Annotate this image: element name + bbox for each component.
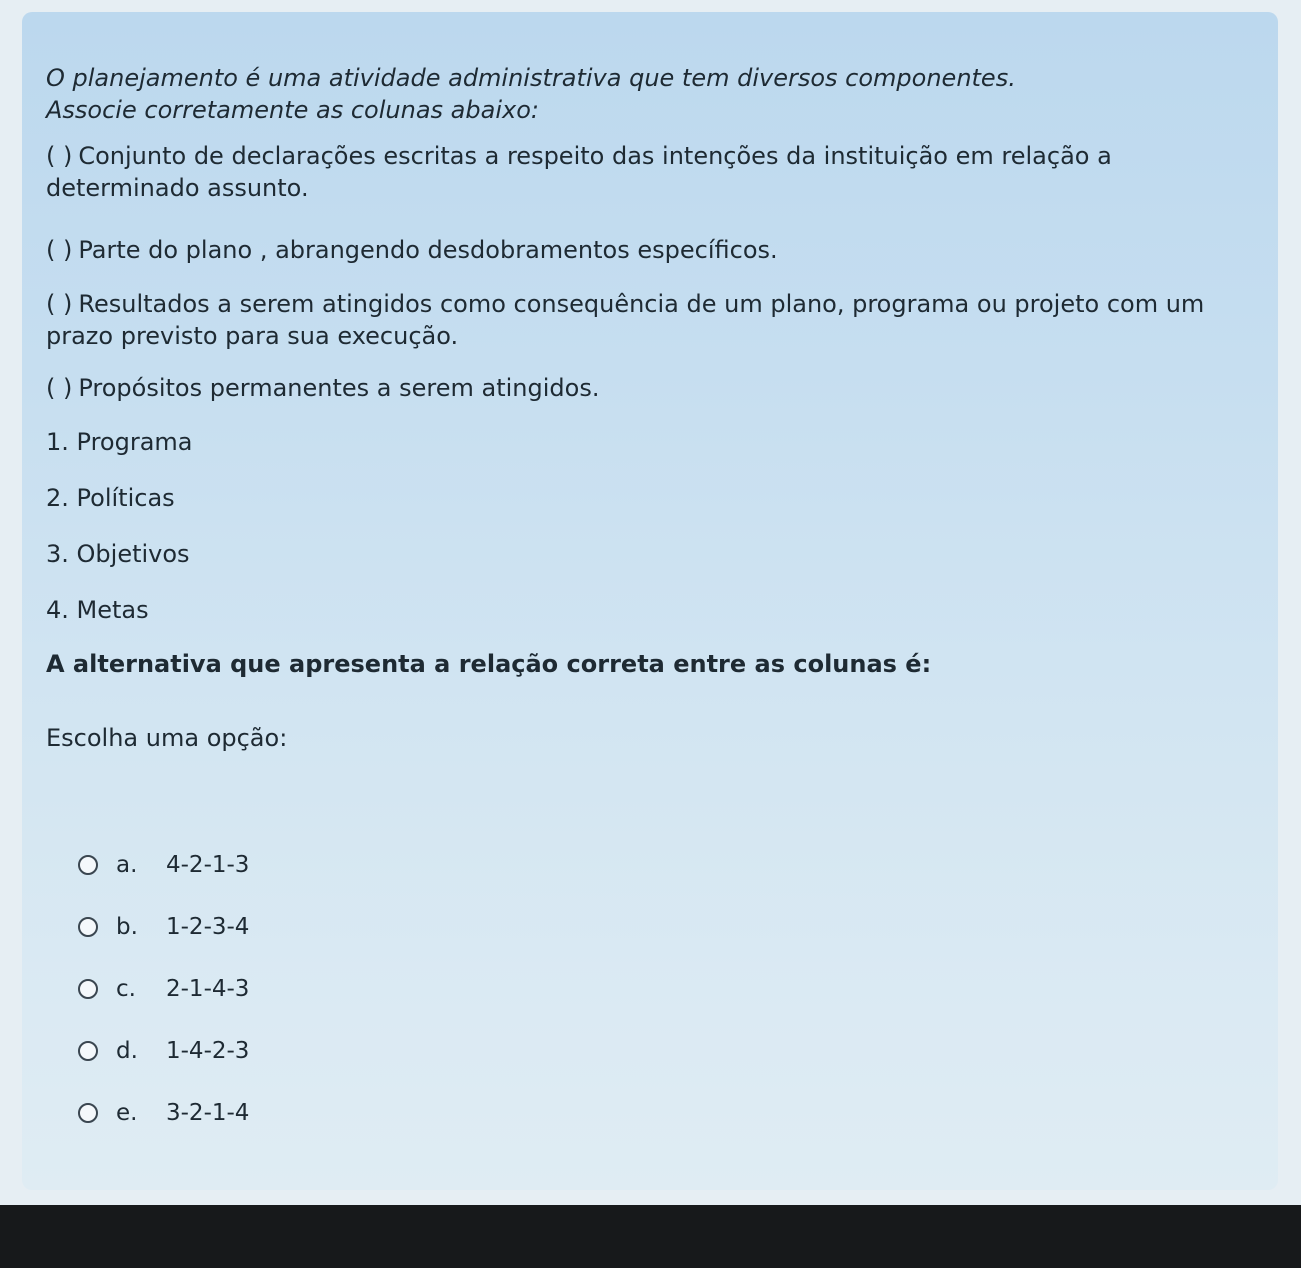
statement-text: Conjunto de declarações escritas a respeito das intenções da instituição em relação a determinado assunto. bbox=[46, 142, 1112, 202]
radio-unselected-icon[interactable] bbox=[78, 855, 98, 875]
option-letter: a. bbox=[116, 852, 138, 878]
option-c[interactable] bbox=[78, 958, 249, 1020]
option-e[interactable] bbox=[78, 1082, 249, 1144]
key-item-1: 1. Programa bbox=[46, 428, 193, 456]
statement-text: Propósitos permanentes a serem atingidos. bbox=[78, 374, 600, 402]
question-intro-line1: O planejamento é uma atividade administrativa que tem diversos componentes. bbox=[46, 64, 1016, 92]
option-letter: c. bbox=[116, 976, 136, 1002]
option-b[interactable] bbox=[78, 896, 249, 958]
key-list bbox=[46, 426, 1246, 626]
option-letter: e. bbox=[116, 1100, 138, 1126]
key-item-4: 4. Metas bbox=[46, 596, 149, 624]
statement-3 bbox=[46, 288, 1246, 352]
option-letter: d. bbox=[116, 1038, 138, 1064]
option-value[interactable]: 2-1-4-3 bbox=[166, 976, 250, 1002]
statement-1 bbox=[46, 140, 1246, 204]
radio-unselected-icon[interactable] bbox=[78, 1103, 98, 1123]
statement-blank: ( ) bbox=[46, 236, 73, 264]
answer-options bbox=[78, 834, 249, 1144]
option-value[interactable]: 4-2-1-3 bbox=[166, 852, 250, 878]
statement-blank: ( ) bbox=[46, 374, 73, 402]
key-item-3: 3. Objetivos bbox=[46, 540, 190, 568]
option-value[interactable]: 1-4-2-3 bbox=[166, 1038, 250, 1064]
statement-text: Parte do plano , abrangendo desdobramentos específicos. bbox=[78, 236, 778, 264]
statement-blank: ( ) bbox=[46, 142, 73, 170]
key-item-2: 2. Políticas bbox=[46, 484, 175, 512]
screen-bezel bbox=[0, 1205, 1301, 1268]
statement-4 bbox=[46, 372, 1246, 404]
option-a[interactable] bbox=[78, 834, 249, 896]
statement-text: Resultados a serem atingidos como consequência de um plano, programa ou projeto com um prazo previsto para sua execução. bbox=[46, 290, 1205, 350]
statement-2 bbox=[46, 234, 1246, 266]
question-intro-line2: Associe corretamente as colunas abaixo: bbox=[46, 96, 539, 124]
radio-unselected-icon[interactable] bbox=[78, 917, 98, 937]
question-text bbox=[46, 62, 1246, 754]
option-value[interactable]: 3-2-1-4 bbox=[166, 1100, 250, 1126]
radio-unselected-icon[interactable] bbox=[78, 979, 98, 999]
question-prompt: A alternativa que apresenta a relação correta entre as colunas é: bbox=[46, 650, 932, 678]
choose-label: Escolha uma opção: bbox=[46, 724, 288, 752]
option-letter: b. bbox=[116, 914, 138, 940]
option-d[interactable] bbox=[78, 1020, 249, 1082]
option-value[interactable]: 1-2-3-4 bbox=[166, 914, 250, 940]
statement-blank: ( ) bbox=[46, 290, 73, 318]
radio-unselected-icon[interactable] bbox=[78, 1041, 98, 1061]
